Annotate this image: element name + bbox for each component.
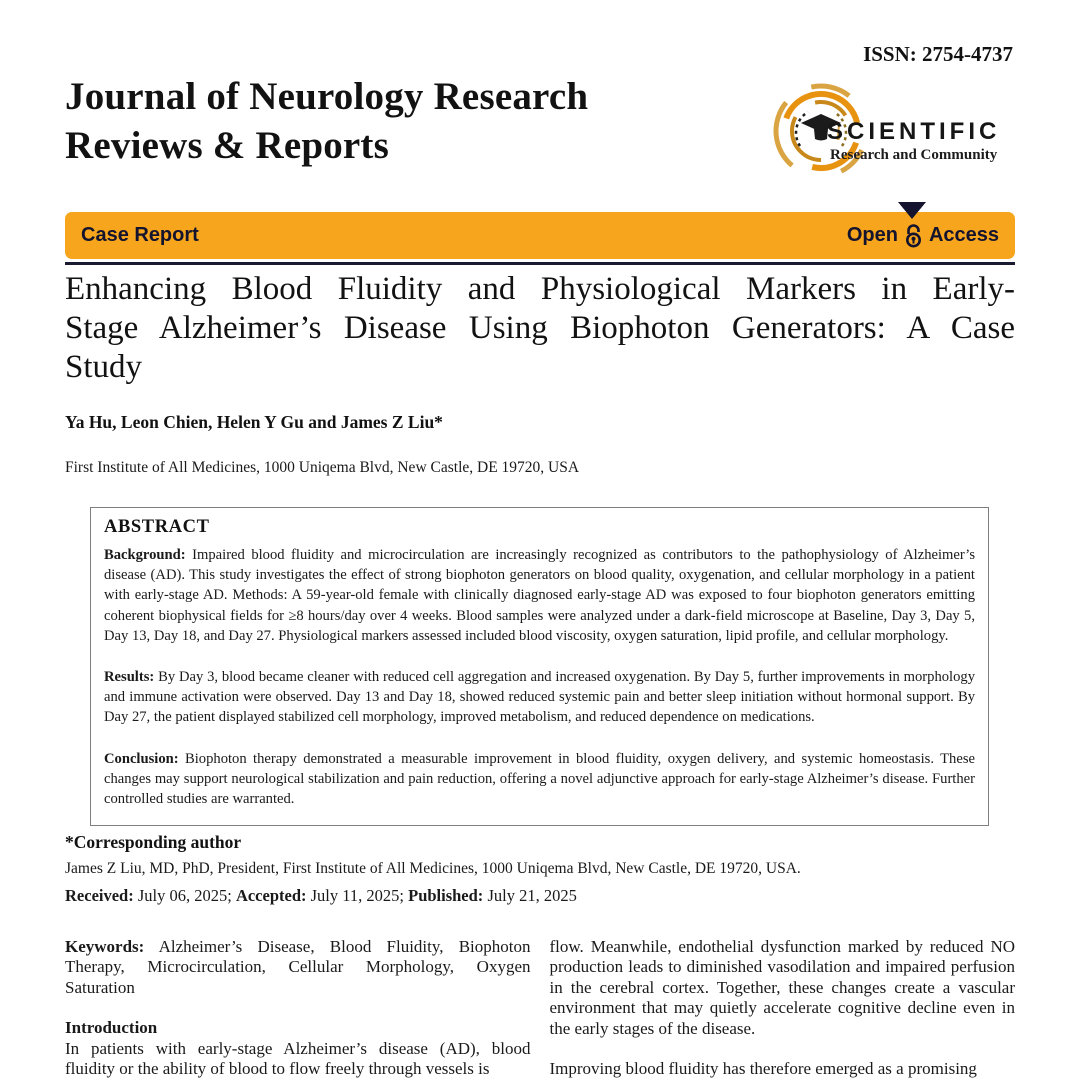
case-report-label: Case Report: [81, 224, 199, 246]
keywords-label: Keywords:: [65, 937, 145, 956]
publisher-logo: [770, 80, 1020, 182]
dates-line: Received: July 06, 2025; Accepted: July 11, 2025; Published: July 21, 2025: [65, 886, 577, 905]
down-triangle-icon: [898, 202, 926, 219]
abstract-heading: ABSTRACT: [104, 517, 210, 537]
journal-title-line1: Journal of Neurology Research: [65, 75, 589, 118]
open-access-label: Open Access: [846, 224, 999, 246]
introduction-heading: Introduction: [65, 1018, 158, 1038]
article-type-banner: [65, 212, 1015, 259]
keywords-paragraph: Keywords: Alzheimer’s Disease, Blood Fluidity, Biophoton Therapy, Microcirculation, Cellular Morphology, Oxygen Saturation: [65, 937, 531, 997]
accepted-label: Accepted:: [235, 886, 307, 905]
open-lock-icon: [904, 224, 923, 248]
results-label: Results:: [104, 669, 155, 686]
divider-rule: [65, 262, 1015, 265]
affiliation-line: First Institute of All Medicines, 1000 Uniqema Blvd, New Castle, DE 19720, USA: [65, 459, 580, 476]
article-title-line2: Stage Alzheimer’s Disease Using Biophoton Generators: A Case: [65, 310, 1015, 346]
abstract-box: [90, 507, 989, 826]
journal-title-line2: Reviews & Reports: [65, 124, 389, 167]
corresponding-author-line: James Z Liu, MD, PhD, President, First Institute of All Medicines, 1000 Uniqema Blvd, New Castle, DE 19720, USA.: [65, 860, 801, 877]
right-column-paragraph-1: flow. Meanwhile, endothelial dysfunction marked by reduced NO production leads to diminished vasodilation and impaired perfusion in the cerebral cortex. Together, these changes create a vascular environment that may quietly accelerate cognitive decline even in the early stages of the disease.: [549, 937, 1015, 1038]
abstract-background-paragraph: Background: Impaired blood fluidity and microcirculation are increasingly recognized as contributors to the pathophysiology of Alzheimer’s disease (AD). This study investigates the effect of strong biophoton generators on blood quality, oxygenation, and cellular morphology in a patient with early-stage AD. Methods: A 59-year-old female with clinically diagnosed early-stage AD was exposed to four biophoton generators emitting coherent biophysical fields for ≥8 hours/day over 4 weeks. Blood samples were analyzed under a dark-field microscope at Baseline, Day 3, Day 5, Day 13, Day 18, and Day 27. Physiological markers assessed included blood viscosity, oxygen saturation, lipid profile, and cellular morphology.: [104, 547, 975, 644]
two-column-body: [65, 937, 1015, 1079]
abstract-conclusion-paragraph: Conclusion: Biophoton therapy demonstrated a measurable improvement in blood fluidity, oxygen delivery, and systemic homeostasis. These changes may support neurological stabilization and pain reduction, offering a novel adjunctive approach for early-stage Alzheimer’s disease. Further controlled studies are warranted.: [104, 750, 975, 808]
publisher-tagline: Research and Community: [830, 147, 998, 163]
article-title-line3: Study: [65, 349, 143, 385]
introduction-paragraph: In patients with early-stage Alzheimer’s disease (AD), blood fluidity or the ability of blood to flow freely through vessels is: [65, 1038, 531, 1079]
right-column-paragraph-2: Improving blood fluidity has therefore emerged as a promising: [549, 1059, 977, 1079]
journal-title: [65, 72, 665, 170]
left-column: [65, 937, 531, 1079]
published-label: Published:: [408, 886, 484, 905]
conclusion-label: Conclusion:: [104, 750, 179, 767]
corresponding-author-heading: *Corresponding author: [65, 832, 242, 852]
corresponding-author-block: [65, 832, 1015, 878]
article-title-line1: Enhancing Blood Fluidity and Physiological Markers in Early-: [65, 271, 1015, 307]
issn-text: ISSN: 2754-4737: [863, 42, 1013, 66]
article-title: [65, 270, 1015, 387]
received-label: Received:: [65, 886, 134, 905]
right-column: [550, 937, 1016, 1079]
publisher-wordmark: SCIENTIFIC: [827, 118, 1001, 145]
authors-line: Ya Hu, Leon Chien, Helen Y Gu and James Z Liu*: [65, 412, 443, 432]
background-label: Background:: [104, 547, 186, 563]
abstract-results-paragraph: Results: By Day 3, blood became cleaner with reduced cell aggregation and increased oxygenation. By Day 5, further improvements in morphology and immune activation were observed. Day 13 and Day 18, showed reduced systemic pain and better sleep initiation without hormonal support. By Day 27, the patient displayed stabilized cell morphology, improved metabolism, and reduced dependence on medications.: [104, 669, 975, 726]
